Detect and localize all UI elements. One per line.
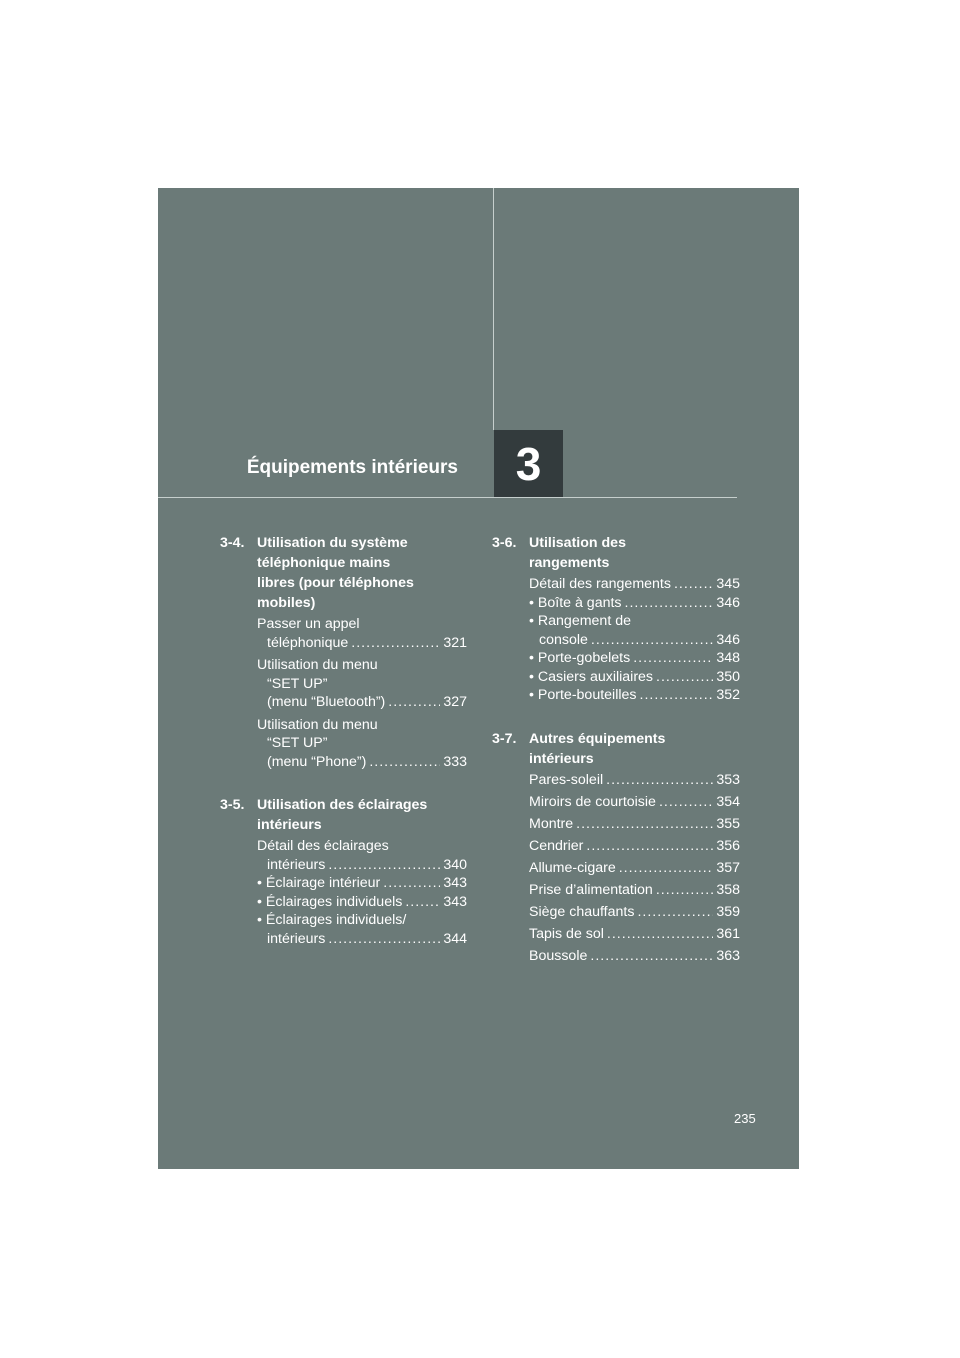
toc-section-3-5 bbox=[220, 795, 467, 948]
section-title: Utilisation des rangements bbox=[529, 535, 626, 571]
page-ref: 327 bbox=[443, 694, 467, 710]
toc-entry[interactable]: Passer un appel téléphonique ..... 321 bbox=[257, 615, 467, 652]
toc-right-column bbox=[492, 533, 740, 989]
toc-entry[interactable]: Prise d’alimentation ..... 358 bbox=[529, 881, 740, 900]
toc-entry[interactable]: Cendrier ..... 356 bbox=[529, 837, 740, 856]
chapter-number-box bbox=[494, 430, 563, 497]
section-number: 3-4. bbox=[220, 535, 245, 551]
chapter-number: 3 bbox=[515, 437, 542, 490]
toc-entry[interactable]: Boussole ..... 363 bbox=[529, 947, 740, 966]
page-ref: 358 bbox=[716, 881, 740, 898]
section-number: 3-6. bbox=[492, 535, 517, 551]
toc-entry[interactable]: Détail des rangements ..... 345 bbox=[529, 575, 740, 594]
page-ref: 340 bbox=[443, 856, 467, 873]
page-ref: 357 bbox=[716, 859, 740, 876]
toc-entry[interactable]: • Éclairages individuels ..... 343 bbox=[257, 893, 467, 912]
page-ref: 350 bbox=[716, 668, 740, 685]
toc-left-column bbox=[220, 533, 467, 972]
toc-section-3-4 bbox=[220, 533, 467, 771]
section-title: Utilisation des éclairages intérieurs bbox=[257, 797, 428, 833]
toc-entry[interactable]: Détail des éclairages intérieurs ..... 340 bbox=[257, 837, 467, 874]
toc-entry[interactable]: Utilisation du menu “SET UP” (menu “Phone”) ..... 333 bbox=[257, 716, 467, 772]
toc-entry[interactable]: • Casiers auxiliaires ..... 350 bbox=[529, 668, 740, 687]
toc-section-3-6 bbox=[492, 533, 740, 705]
toc-entry[interactable]: Miroirs de courtoisie ..... 354 bbox=[529, 793, 740, 812]
page-ref: 345 bbox=[716, 576, 740, 592]
toc-entry[interactable]: Tapis de sol ..... 361 bbox=[529, 925, 740, 944]
page-number: 235 bbox=[734, 1111, 756, 1126]
page-ref: 343 bbox=[443, 893, 467, 910]
page-ref: 343 bbox=[443, 875, 467, 891]
toc-entry[interactable]: Pares-soleil ..... 353 bbox=[529, 771, 740, 790]
page-ref: 346 bbox=[716, 594, 740, 611]
page-ref: 321 bbox=[443, 634, 467, 651]
page-ref: 344 bbox=[443, 930, 467, 947]
page-ref: 355 bbox=[716, 815, 740, 832]
page-ref: 356 bbox=[716, 837, 740, 854]
page-ref: 353 bbox=[716, 771, 740, 788]
toc-entry[interactable]: • Éclairages individuels/ intérieurs ..... 344 bbox=[257, 911, 467, 948]
chapter-title: Équipements intérieurs bbox=[246, 457, 458, 478]
toc-entry[interactable]: • Porte-bouteilles ..... 352 bbox=[529, 686, 740, 705]
page-ref: 348 bbox=[716, 650, 740, 666]
page-ref: 333 bbox=[443, 753, 467, 770]
toc-entry[interactable]: • Boîte à gants ..... 346 bbox=[529, 594, 740, 613]
horizontal-rule bbox=[158, 497, 737, 498]
toc-entry[interactable]: Montre ..... 355 bbox=[529, 815, 740, 834]
page-ref: 359 bbox=[716, 903, 740, 920]
section-number: 3-5. bbox=[220, 797, 245, 813]
section-title: Autres équipements intérieurs bbox=[529, 730, 666, 767]
toc-entry[interactable]: • Rangement de console ..... 346 bbox=[529, 612, 740, 649]
page-ref: 363 bbox=[716, 947, 740, 964]
toc-entry[interactable]: • Éclairage intérieur ..... 343 bbox=[257, 874, 467, 893]
section-number: 3-7. bbox=[492, 730, 517, 747]
toc-section-3-7 bbox=[492, 729, 740, 966]
toc-entry[interactable]: Utilisation du menu “SET UP” (menu “Bluetooth”) ..... 327 bbox=[257, 656, 467, 712]
page-ref: 346 bbox=[716, 631, 740, 648]
toc-entry[interactable]: Allume-cigare ..... 357 bbox=[529, 859, 740, 878]
page-ref: 352 bbox=[716, 687, 740, 703]
page-ref: 354 bbox=[716, 793, 740, 810]
section-title: Utilisation du système téléphonique mains libres (pour téléphones mobiles) bbox=[257, 535, 414, 611]
vertical-rule bbox=[493, 188, 494, 430]
toc-entry[interactable]: Siège chauffants ..... 359 bbox=[529, 903, 740, 922]
page-ref: 361 bbox=[716, 925, 740, 942]
toc-entry[interactable]: • Porte-gobelets ..... 348 bbox=[529, 649, 740, 668]
